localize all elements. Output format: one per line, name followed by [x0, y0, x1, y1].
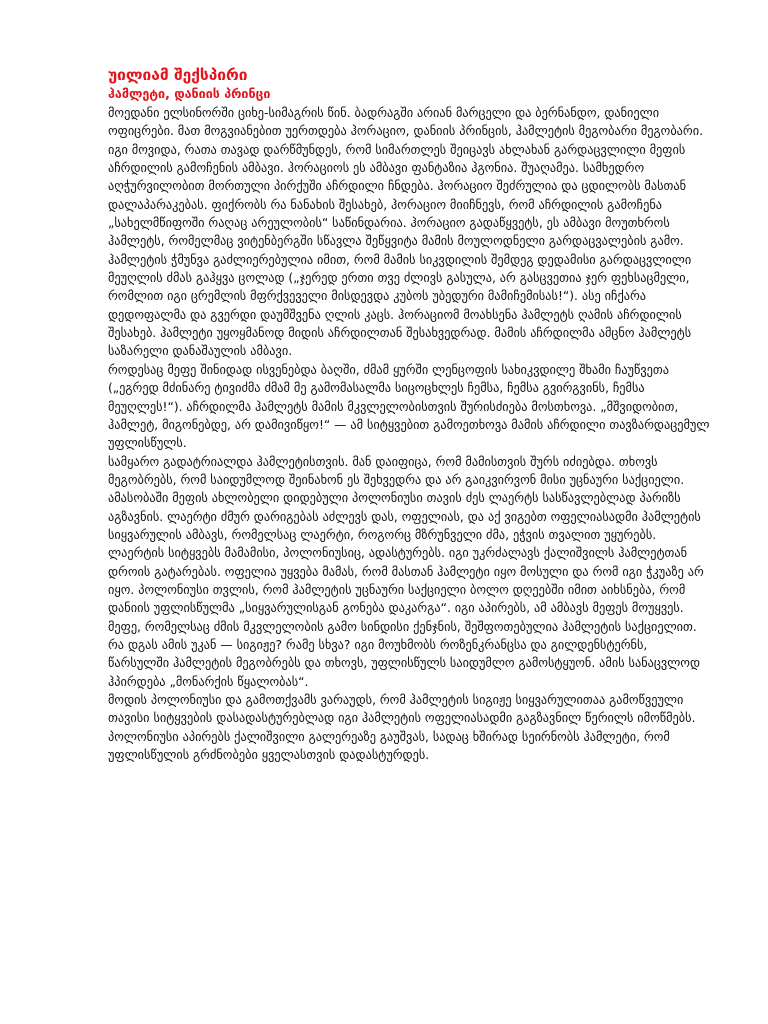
paragraph: მოდის პოლონიუსი და გამოთქვამს ვარაუდს, რომ ჰამლეტის სიგიჟე სიყვარულითაა გამოწვეული თავისი სიტყვების დასადასტურებლად იგი ჰამლეტის ოფელიასადმი გაგზავნილ წერილს იმოწმებს. პოლონიუსი აპირებს ქალიშვილი გალერეაზე გაუშვას, სადაც ხშირად სეირნობს ჰამლეტი, რომ უფლისწულის გრძნობები ყველასთვის დადასტურდეს.: [108, 693, 696, 763]
paragraph: როდესაც მეფე შინიდად ისვენებდა ბაღში, ძმამ ყურში ლენცოფის სახიკვდილე შხამი ჩაუწვეთა („ეგრედ მძინარე ტივიძმა ძმამ მე გამომასალმა სიცოცხლეს ჩემსა, ჩემსა გვირგვინს, ჩემსა მეუღლეს!“). აჩრდილმა ჰამლეტს მამის მკვლელობისთვის შურისძიება მოსთხოვა. „მშვიდობით, ჰამლეტ, მიგონებდე, არ დამივიწყო!“ — ამ სიტყვებით გამოეთხოვა მამის აჩრდილი თავზარდაცემულ უფლისწულს.: [108, 362, 710, 451]
document-title: უილიამ შექსპირი: [108, 66, 248, 84]
paragraph: სამყარო გადატრიალდა ჰამლეტისთვის. მან დაიფიცა, რომ მამისთვის შურს იძიებდა. თხოვს მეგობრებს, რომ საიდუმლოდ შეინახონ ეს შეხვედრა და არ გაიკვირვონ მისი უცნაური საქციელი. ამასობაში მეფის ახლობელი დიდებული პოლონიუსი თავის ძეს ლაერტს სასწავლებლად პარიზს აგზავნის. ლაერტი ძმურ დარიგებას აძლევს დას, ოფელიას, და აქ ვიგებთ ოფელიასადმი ჰამლეტის სიყვარულის ამბავს, რომელსაც ლაერტი, როგორც მზრუნველი ძმა, ეჭვის თვალით უყურებს.: [108, 454, 701, 542]
document-page: [108, 66, 712, 764]
paragraph: ლაერტის სიტყვებს მამამისი, პოლონიუსიც, ადასტურებს. იგი უკრძალავს ქალიშვილს ჰამლეტთან დროის გატარებას. ოფელია უყვება მამას, რომ მასთან ჰამლეტი იყო მოსული და რომ იგი ჭკუაზე არ იყო. პოლონიუსი თვლის, რომ ჰამლეტის უცნაური საქციელი ბოლო დღეებში იმით აიხსნება, რომ დანიის უფლისწულმა „სიყვარულისგან გონება დაკარგა“. იგი აპირებს, ამ ამბავს მეფეს მოუყვეს. მეფე, რომელსაც ძმის მკვლელობის გამო სინდისი ქენჯნის, შეშფოთებულია ჰამლეტის საქციელით. რა დგას ამის უკან — სიგიჟე? რამე სხვა? იგი მოუხმობს როზენკრანცსა და გილდენსტერნს, წარსულში ჰამლეტის მეგობრებს და თხოვს, უფლისწულს საიდუმლო გამოსტყუონ. ამის სანაცვლოდ ჰპირდება „მონარქის წყალობას“.: [108, 546, 704, 689]
paragraph: მოედანი ელსინორში ციხე-სიმაგრის წინ. ბადრაგში არიან მარცელი და ბერნანდო, დანიელი ოფიცრები. მათ მოგვიანებით უერთდება ჰორაციო, დანიის პრინცის, ჰამლეტის მეგობარი მეგობარი. იგი მოვიდა, რათა თავად დარწმუნდეს, რომ სიმართლეს შეიცავს ახლახან გარდაცვლილი მეფის აჩრდილის გამოჩენის ამბავი. ჰორაციოს ეს ამბავი ფანტაზია ჰგონია. შუაღამეა. სამხედრო აღჭურვილობით მორთული პირქუში აჩრდილი ჩნდება. ჰორაციო შეძრულია და ცდილობს მასთან დალაპარაკებას. ფიქრობს რა ნანახის შესახებ, ჰორაციო მიიჩნევს, რომ აჩრდილის გამოჩენა „სახელმწიფოში რაღაც არეულობის“ საწინდარია. ჰორაციო გადაწყვეტს, ეს ამბავი მოუთხროს ჰამლეტს, რომელმაც ვიტენბერგში სწავლა შეწყვიტა მამის მოულოდნელი გარდაცვალების გამო. ჰამლეტის ჭმუნვა გაძლიერებულია იმით, რომ მამის სიკვდილის შემდეგ დედამისი გარდაცვლილი მეუღლის ძმას გაჰყვა ცოლად („ჯერედ ერთი თვე ძლივს გასულა, არ გასცვეთია ჯერ ფეხსაცმელი, რომლით იგი ცრემლის მფრქვეველი მისდევდა კუბოს უბედური მამიჩემისას!“). ასე იჩქარა დედოფალმა და გვერდი დაუმშვენა ღლის კაცს. ჰორაციომ მოახსენა ჰამლეტს ღამის აჩრდილის შესახებ. ჰამლეტი უყოყმანოდ მიდის აჩრდილთან შესახვედრად. მამის აჩრდილმა ამცნო ჰამლეტს საზარელი დანაშაულის ამბავი.: [108, 106, 703, 359]
document-subtitle: ჰამლეტი, დანიის პრინცი: [108, 86, 271, 101]
